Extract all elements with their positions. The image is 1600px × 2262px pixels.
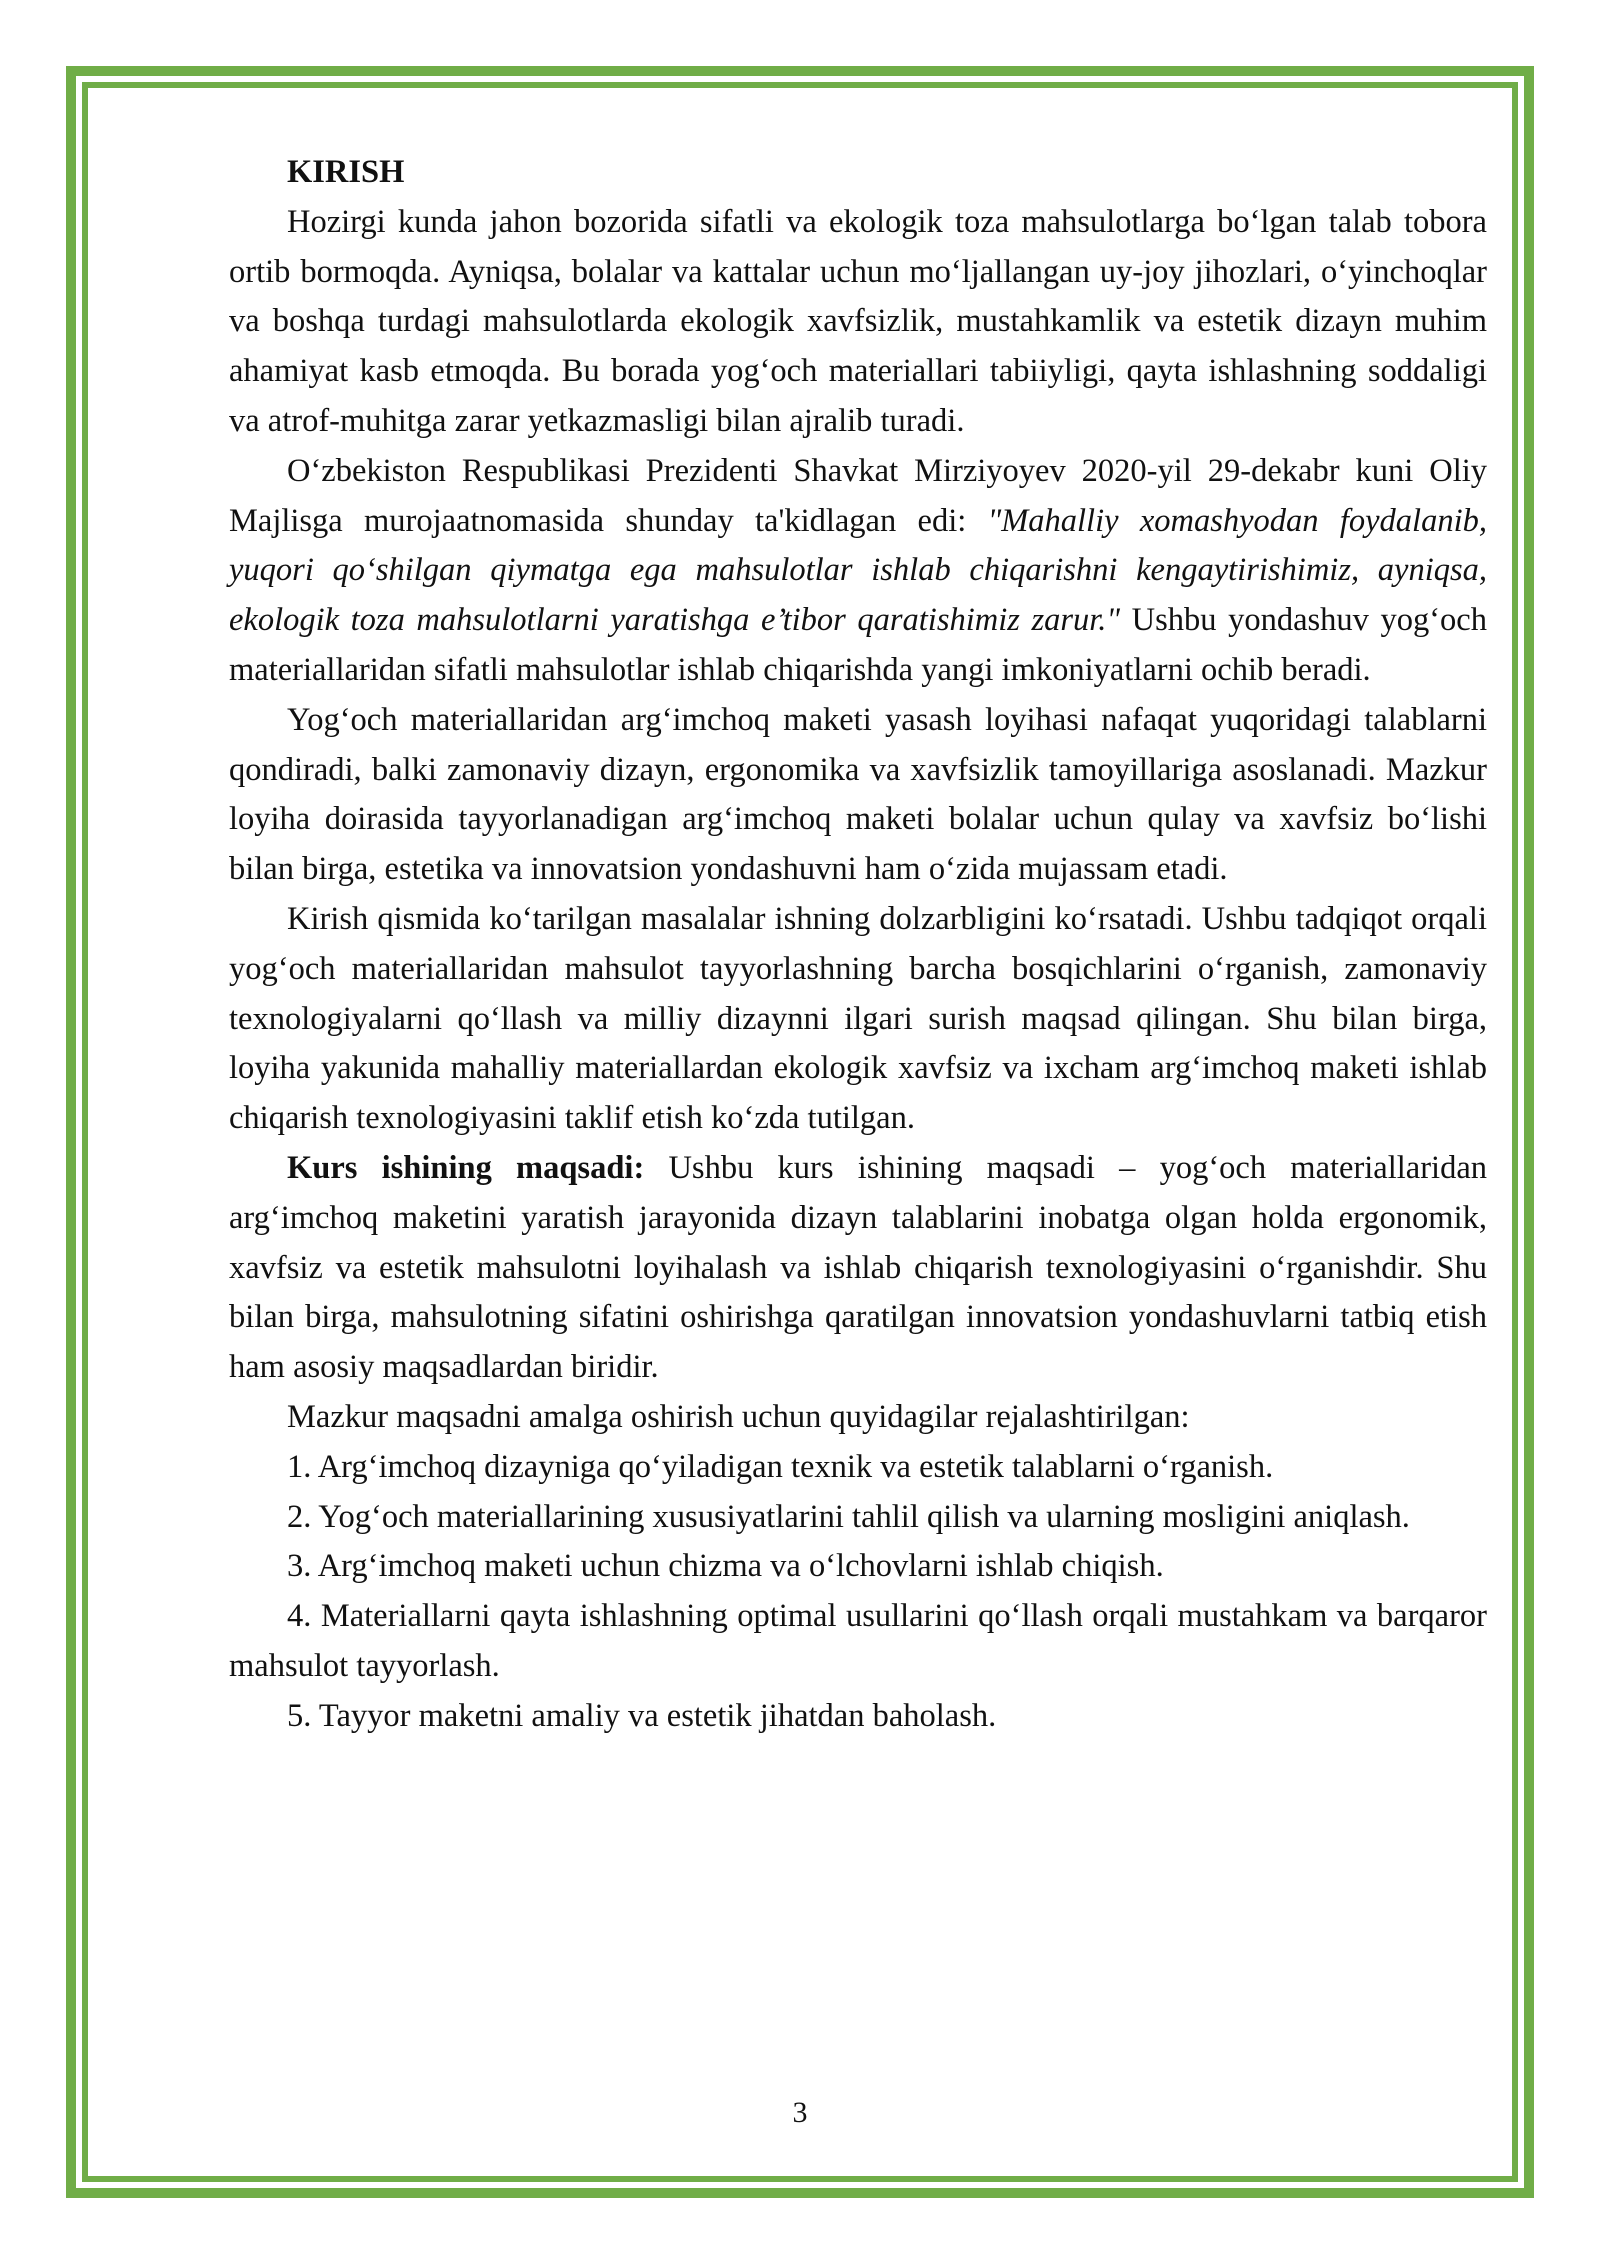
list-item: 4. Materiallarni qayta ishlashning optimal usullarini qo‘llash orqali mustahkam va barqaror mahsulot tayyorlash. [229,1598,1487,1684]
quote-text: "Mahalliy xomashyodan foydalanib, yuqori qo‘shilgan qiymatga ega mahsulotlar ishlab chiqarishni kengaytirishimiz, ayniqsa, ekologik toza mahsulotlarni yaratishga e’tibor qaratishimiz zarur." [229,502,1487,639]
paragraph-relevance: Kirish qismida ko‘tarilgan masalalar ishning dolzarbligini ko‘rsatadi. Ushbu tadqiqot orqali yog‘och materiallaridan mahsulot tayyorlashning barcha bosqichlarini o‘rganish, zamonaviy texnologiyalarni qo‘llash va milliy dizaynni ilgari surish maqsad qilingan. Shu bilan birga, loyiha yakunida mahalliy materiallardan ekologik xavfsiz va ixcham arg‘imchoq maketi ishlab chiqarish texnologiyasini taklif etish ko‘zda tutilgan. [229,900,1487,1137]
quote-intro: O‘zbekiston Respublikasi Prezidenti Shavkat Mirziyoyev 2020-yil 29-dekabr kuni Oliy Majlisga murojaatnomasida shunday ta'kidlagan edi: [229,452,1487,539]
list-item: 5. Tayyor maketni amaliy va estetik jihatdan baholash. [287,1697,997,1734]
page-number: 3 [792,2096,808,2129]
goal-text: Ushbu kurs ishining maqsadi – yog‘och materiallaridan arg‘imchoq maketini yaratish jarayonida dizayn talablarini inobatga olgan holda ergonomik, xavfsiz va estetik mahsulotni loyihalash va ishlab chiqarish texnologiyasini o‘rganishdir. Shu bilan birga, mahsulotning sifatini oshirishga qaratilgan innovatsion yondashuvlarni tatbiq etish ham asosiy maqsadlardan biridir. [229,1149,1487,1386]
goal-label: Kurs ishining maqsadi: [287,1149,645,1186]
quote-tail: Ushbu yondashuv yog‘och materiallaridan sifatli mahsulotlar ishlab chiqarishda yangi imkoniyatlarni ochib beradi. [229,602,1487,688]
list-item: 3. Arg‘imchoq maketi uchun chizma va o‘lchovlarni ishlab chiqish. [287,1548,1164,1585]
paragraph-president-quote [229,447,1487,696]
paragraph-project: Yog‘och materiallaridan arg‘imchoq maketi yasash loyihasi nafaqat yuqoridagi talablarni qondiradi, balki zamonaviy dizayn, ergonomika va xavfsizlik tamoyillariga asoslanadi. Mazkur loyiha doirasida tayyorlanadigan arg‘imchoq maketi bolalar uchun qulay va xavfsiz bo‘lishi bilan birga, estetika va innovatsion yondashuvni ham o‘zida mujassam etadi. [229,701,1487,888]
paragraph-goal [229,1144,1487,1393]
list-item: 2. Yog‘och materiallarining xususiyatlarini tahlil qilish va ularning mosligini aniqlash. [287,1498,1410,1535]
list-item: 1. Arg‘imchoq dizayniga qo‘yiladigan texnik va estetik talablarni o‘rganish. [287,1448,1274,1485]
paragraph-intro: Hozirgi kunda jahon bozorida sifatli va ekologik toza mahsulotlarga bo‘lgan talab tobora ortib bormoqda. Ayniqsa, bolalar va kattalar uchun mo‘ljallangan uy-joy jihozlari, o‘yinchoqlar va boshqa turdagi mahsulotlarda ekologik xavfsizlik, mustahkamlik va estetik dizayn muhim ahamiyat kasb etmoqda. Bu borada yog‘och materiallari tabiiyligi, qayta ishlashning soddaligi va atrof-muhitga zarar yetkazmasligi bilan ajralib turadi. [229,203,1487,439]
document-body [229,148,1487,1742]
section-heading: KIRISH [287,154,405,190]
paragraph-plan: Mazkur maqsadni amalga oshirish uchun quyidagilar rejalashtirilgan: [287,1398,1190,1435]
